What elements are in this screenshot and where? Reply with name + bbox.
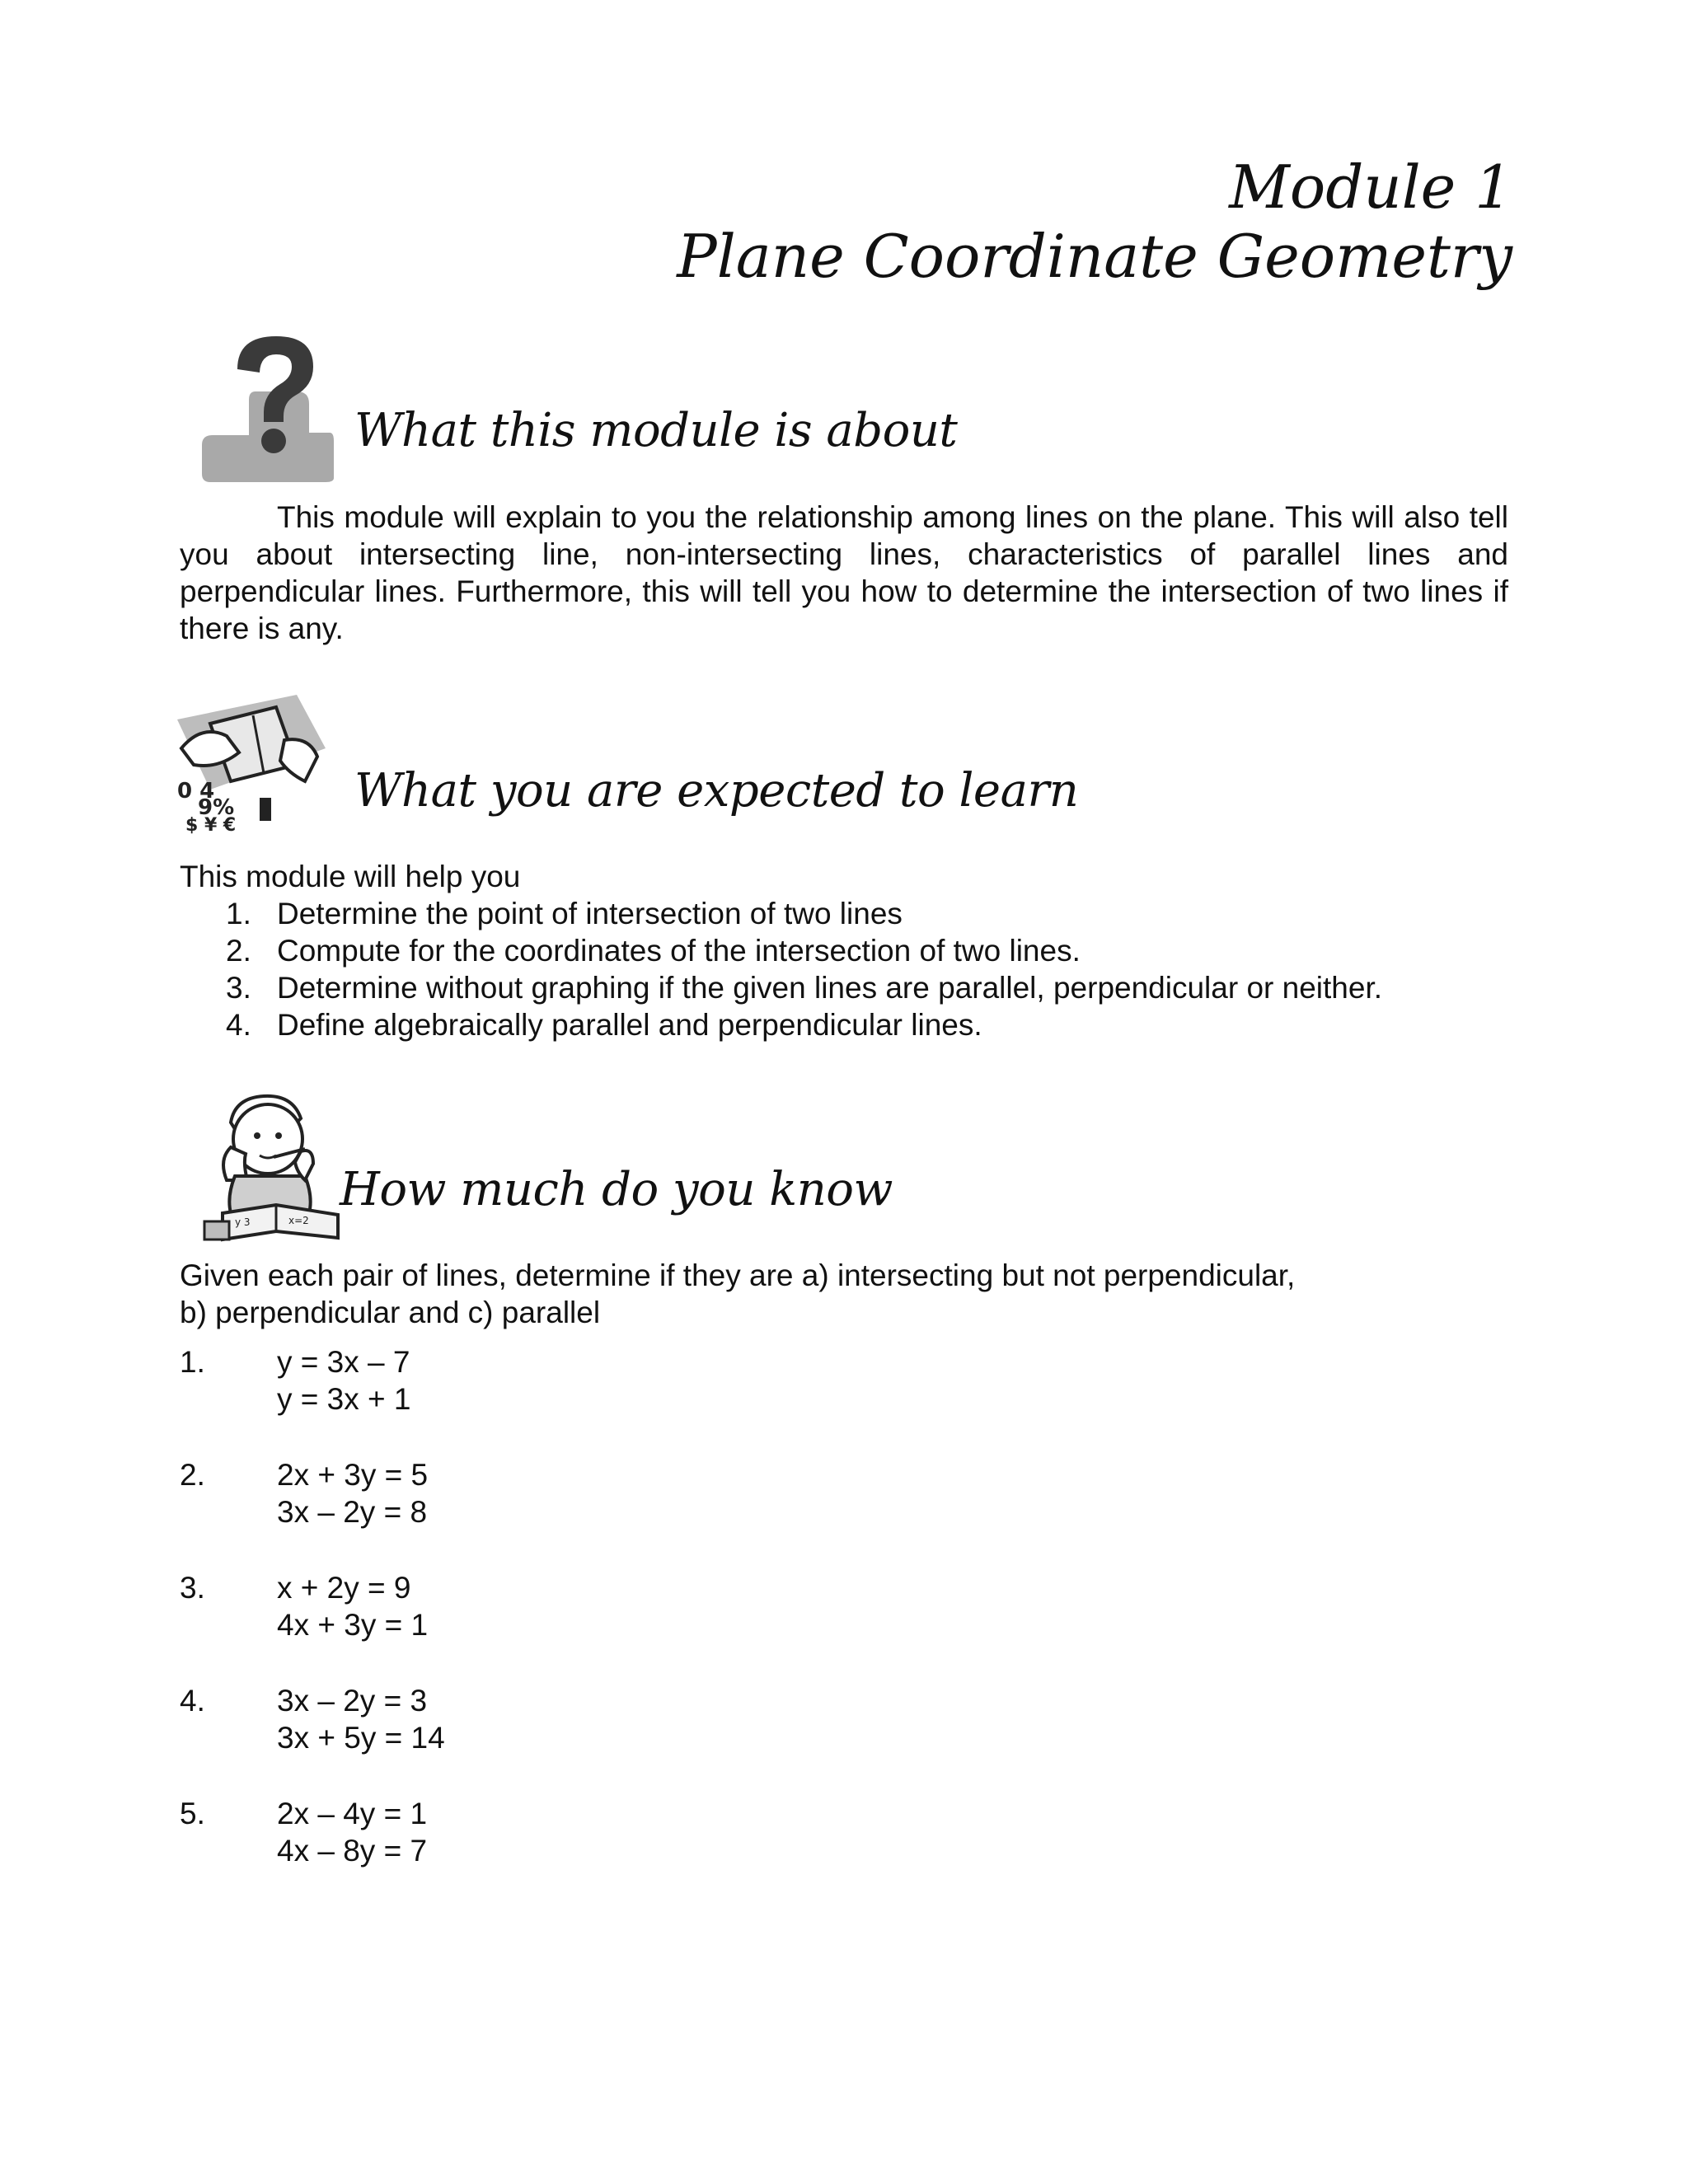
module-title: Plane Coordinate Geometry <box>677 222 1512 291</box>
section-heading-know: How much do you know <box>340 1163 893 1216</box>
list-item-number: 3. <box>226 971 251 1005</box>
problem-equation-1: 2x + 3y = 5 <box>277 1458 429 1492</box>
list-item-text: Compute for the coordinates of the intersection of two lines. <box>277 934 1081 968</box>
objectives-list <box>180 895 1382 1043</box>
problem-equation-2: y = 3x + 1 <box>277 1382 411 1416</box>
problem-number: 5. <box>180 1797 205 1830</box>
section-heading-learn: What you are expected to learn <box>354 764 1079 818</box>
problem-equation-2: 3x + 5y = 14 <box>277 1721 445 1755</box>
list-item-text: Determine without graphing if the given lines are parallel, perpendicular or neither. <box>277 971 1382 1005</box>
question-mark-icon <box>198 330 334 482</box>
list-item <box>180 1006 1382 1043</box>
section-heading-about: What this module is about <box>354 404 958 457</box>
learn-intro: This module will help you <box>180 860 521 893</box>
problem-equation-1: 3x – 2y = 3 <box>277 1684 428 1718</box>
svg-text:$ ¥ €: $ ¥ € <box>185 815 237 836</box>
svg-text:x=2: x=2 <box>288 1215 309 1226</box>
problem-equation-1: x + 2y = 9 <box>277 1571 411 1605</box>
problem-equation-1: y = 3x – 7 <box>277 1345 410 1379</box>
svg-text:0 4: 0 4 <box>177 779 215 804</box>
list-item-number: 1. <box>226 897 251 930</box>
problem-equation-2: 4x – 8y = 7 <box>277 1834 428 1868</box>
list-item-text: Define algebraically parallel and perpendicular lines. <box>277 1008 982 1042</box>
know-instruction-line1: Given each pair of lines, determine if they are a) intersecting but not perpendicular, <box>180 1258 1296 1292</box>
about-paragraph-text: This module will explain to you the relationship among lines on the plane. This will also tell you about intersecting line, non-intersecting lines, characteristics of parallel lines and perpendicular lines. Furthermore, this will tell you how to determine the intersection of two lines if there is any. <box>180 500 1508 645</box>
problem-number: 3. <box>180 1571 205 1605</box>
about-paragraph <box>180 499 1508 647</box>
problem-number: 4. <box>180 1684 205 1718</box>
svg-text:y 3: y 3 <box>235 1216 251 1228</box>
problem-equation-1: 2x – 4y = 1 <box>277 1797 428 1830</box>
module-header <box>523 152 1512 291</box>
list-item-number: 4. <box>226 1008 251 1042</box>
list-item <box>180 932 1382 969</box>
svg-text:9%: 9% <box>198 795 235 820</box>
list-item-text: Determine the point of intersection of two lines <box>277 897 903 930</box>
math-book-icon <box>161 691 330 839</box>
know-instruction-line2: b) perpendicular and c) parallel <box>180 1296 601 1329</box>
list-item-number: 2. <box>226 934 251 968</box>
problem-equation-2: 3x – 2y = 8 <box>277 1495 428 1529</box>
problem-equation-2: 4x + 3y = 1 <box>277 1608 429 1642</box>
list-item <box>180 895 1382 932</box>
problem-number: 1. <box>180 1345 205 1379</box>
list-item <box>180 969 1382 1006</box>
student-thinking-icon <box>198 1090 342 1246</box>
problem-number: 2. <box>180 1458 205 1492</box>
module-number: Module 1 <box>1229 152 1512 222</box>
